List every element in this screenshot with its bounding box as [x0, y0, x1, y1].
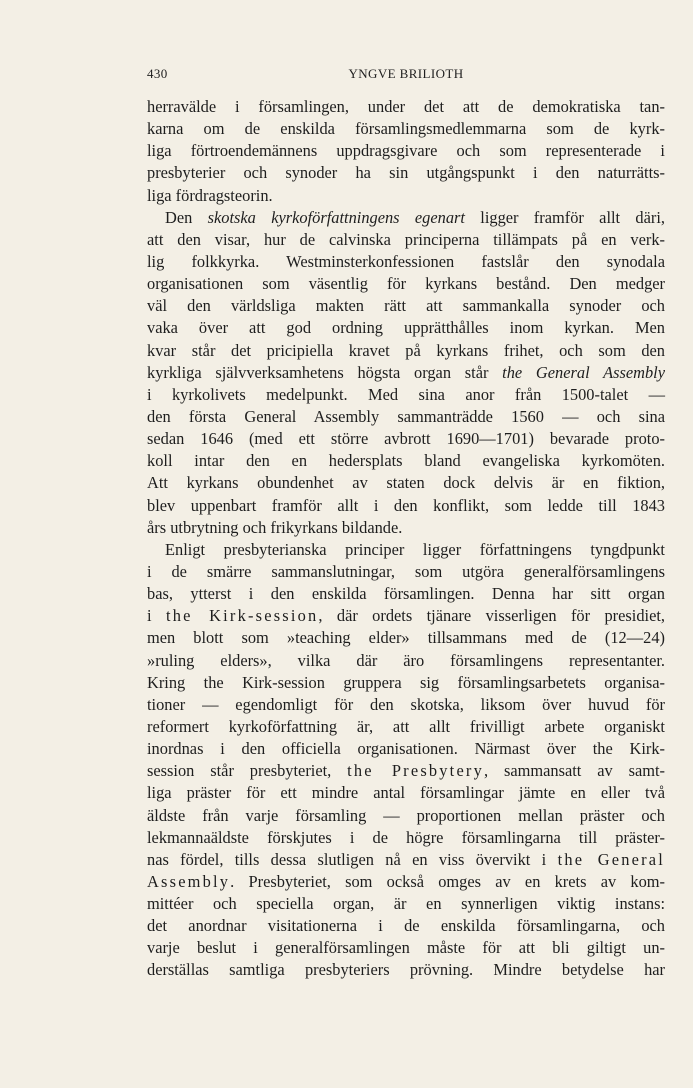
text-segment: liga förtroendemännens uppdragsgivare och som representerade i	[147, 141, 665, 161]
text-segment: nas fördel, tills dessa slutligen nå en viss övervikt i	[147, 849, 558, 869]
text-line	[147, 472, 665, 494]
text-line	[147, 893, 665, 915]
text-segment: kyrkliga självverksamhetens högsta organ står	[147, 362, 503, 382]
text-segment: , sammansatt av samt-	[483, 761, 665, 781]
text-line	[147, 118, 665, 140]
text-line	[147, 428, 665, 450]
text-line	[147, 495, 665, 517]
spaced-term: the Presbytery	[347, 761, 484, 781]
text-line	[147, 694, 665, 716]
text-segment: Att kyrkans obundenhet av staten dock delvis är en fiktion,	[147, 473, 665, 493]
text-segment: liga fördragsteorin.	[147, 185, 273, 205]
text-segment: lig folkkyrka. Westminsterkonfessionen fastslår den synodala	[147, 251, 665, 271]
text-segment: blev uppenbart framför allt i den konflikt, som ledde till 1843	[147, 495, 665, 515]
text-line	[147, 959, 665, 981]
text-segment: bas, ytterst i den enskilda församlingen. Denna har sitt organ	[147, 584, 665, 604]
text-segment: Enligt presbyterianska principer ligger författningens tyngdpunkt	[165, 539, 665, 559]
text-segment: att den visar, hur de calvinska principerna tillämpats på en verk-	[147, 229, 665, 249]
page-number: 430	[147, 66, 168, 81]
text-line	[147, 450, 665, 472]
text-line	[147, 362, 665, 384]
text-segment: lekmannaäldste förskjutes i de högre församlingarna till präster-	[147, 827, 665, 847]
text-line	[147, 650, 665, 672]
text-line	[147, 627, 665, 649]
text-segment: varje beslut i generalförsamlingen måste för att bli giltigt un-	[147, 938, 665, 958]
text-segment: ligger framför allt däri,	[464, 207, 666, 227]
text-line	[147, 384, 665, 406]
text-line	[147, 782, 665, 804]
text-line	[147, 849, 665, 871]
text-line	[147, 340, 665, 362]
text-line	[147, 140, 665, 162]
text-segment: organisationen som väsentlig för kyrkans bestånd. Den medger	[147, 274, 665, 294]
text-segment: kvar står det pricipiella kravet på kyrkans frihet, och som den	[147, 340, 665, 360]
text-segment: sedan 1646 (med ett större avbrott 1690—1701) bevarade proto-	[147, 429, 665, 449]
italic-term: the General Assembly	[502, 362, 665, 382]
text-segment: tioner — egendomligt för den skotska, liksom över huvud för	[147, 694, 665, 714]
italic-term: skotska kyrkoförfattningens egenart	[207, 207, 465, 227]
text-line	[147, 605, 665, 627]
spaced-term: the Kirk-session	[165, 606, 319, 626]
text-segment: herravälde i församlingen, under det att de demokratiska tan-	[147, 97, 665, 116]
running-head: YNGVE BRILIOTH	[348, 66, 464, 81]
text-line	[147, 738, 665, 760]
text-segment: koll intar den en hedersplats bland evangeliska kyrkomöten.	[147, 451, 665, 471]
text-segment: liga präster för ett mindre antal församlingar jämte en eller två	[147, 783, 665, 803]
text-line	[147, 273, 665, 295]
text-line	[147, 185, 665, 207]
spaced-term: Assembly	[147, 871, 231, 891]
text-segment: vaka över att god ordning upprätthålles inom kyrkan. Men	[147, 318, 665, 338]
text-line	[147, 317, 665, 339]
page-header	[147, 66, 665, 86]
text-line	[147, 937, 665, 959]
text-line	[147, 517, 665, 539]
text-line	[147, 672, 665, 694]
text-line	[147, 406, 665, 428]
text-line	[147, 871, 665, 893]
text-line	[147, 162, 665, 184]
text-line	[147, 805, 665, 827]
text-segment: session står presbyteriet,	[147, 761, 348, 781]
text-segment: Den	[165, 207, 208, 227]
text-segment: års utbrytning och frikyrkans bildande.	[147, 517, 403, 537]
text-segment: . Presbyteriet, som också omges av en krets av kom-	[230, 871, 665, 891]
text-segment: , där ordets tjänare visserligen för presidiet,	[318, 606, 665, 626]
text-line	[147, 229, 665, 251]
text-line	[147, 96, 665, 118]
body-text	[147, 96, 665, 982]
text-segment: presbyterier och synoder ha sin utgångspunkt i den naturrätts-	[147, 163, 665, 183]
text-segment: derställas samtliga presbyteriers prövning. Mindre betydelse har	[147, 960, 665, 980]
text-segment: den första General Assembly sammanträdde 1560 — och sina	[147, 406, 665, 426]
text-line	[147, 583, 665, 605]
text-segment: reformert kyrkoförfattning är, att allt frivilligt arbete organiskt	[147, 716, 665, 736]
text-segment: karna om de enskilda församlingsmedlemmarna som de kyrk-	[147, 119, 665, 139]
text-line	[147, 207, 665, 229]
text-segment: Kring the Kirk-session gruppera sig församlingsarbetets organisa-	[147, 672, 665, 692]
text-line	[147, 760, 665, 782]
text-segment: i de smärre sammanslutningar, som utgöra generalförsamlingens	[147, 561, 665, 581]
text-segment: mittéer och speciella organ, är en synnerligen viktig instans:	[147, 894, 665, 914]
text-line	[147, 295, 665, 317]
text-segment: i	[147, 606, 166, 626]
text-segment: men blott som »teaching elder» tillsammans med de (12—24)	[147, 628, 665, 648]
text-line	[147, 915, 665, 937]
text-line	[147, 251, 665, 273]
text-segment: inordnas i den officiella organisationen. Närmast över the Kirk-	[147, 739, 665, 759]
text-segment: »ruling elders», vilka där äro församlingens representanter.	[147, 650, 665, 670]
text-segment: äldste från varje församling — proportionen mellan präster och	[147, 805, 665, 825]
text-segment: det anordnar visitationerna i de enskilda församlingarna, och	[147, 916, 665, 936]
text-line	[147, 561, 665, 583]
text-line	[147, 539, 665, 561]
text-segment: i kyrkolivets medelpunkt. Med sina anor från 1500-talet —	[147, 384, 665, 404]
text-line	[147, 716, 665, 738]
text-segment: väl den världsliga makten rätt att sammankalla synoder och	[147, 296, 665, 316]
text-line	[147, 827, 665, 849]
spaced-term: the General	[557, 849, 665, 869]
